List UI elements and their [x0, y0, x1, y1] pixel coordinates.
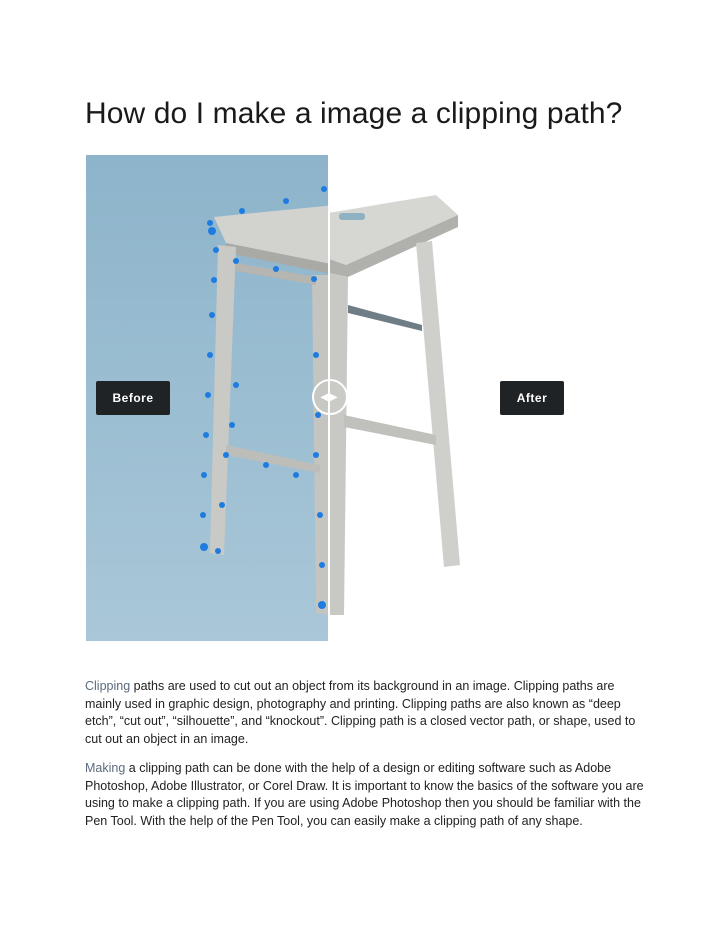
page-title: How do I make a image a clipping path? — [85, 97, 623, 130]
paragraph-body: a clipping path can be done with the help of a design or editing software such as Adobe Photoshop, Adobe Illustrator, or Corel Draw. It is important to know the basics of the software you are using to make a clipping path. If you are using Adobe Photoshop then you should be familiar with the Pen Tool. With the help of the Pen Tool, you can easily make a clipping path of any shape. — [85, 761, 644, 828]
before-label: Before — [96, 381, 170, 415]
paragraph-body: paths are used to cut out an object from its background in an image. Clipping paths are mainly used in graphic design, photography and printing. Clipping paths are also known as “deep etch”, “cut out”, “silhouette”, and “knockout”. Clipping path is a closed vector path, or shape, used to cut out an object in an image. — [85, 679, 636, 746]
paragraph-lead-word: Making — [85, 761, 126, 775]
paragraph-lead-word: Clipping — [85, 679, 131, 693]
chevron-left-right-icon: ◀▶ — [320, 391, 340, 403]
comparison-slider-handle[interactable] — [312, 379, 348, 415]
paragraph-clipping-paths — [85, 678, 645, 748]
before-after-image-comparison[interactable] — [86, 155, 574, 641]
after-label: After — [500, 381, 564, 415]
paragraph-making-clipping-path — [85, 760, 645, 830]
